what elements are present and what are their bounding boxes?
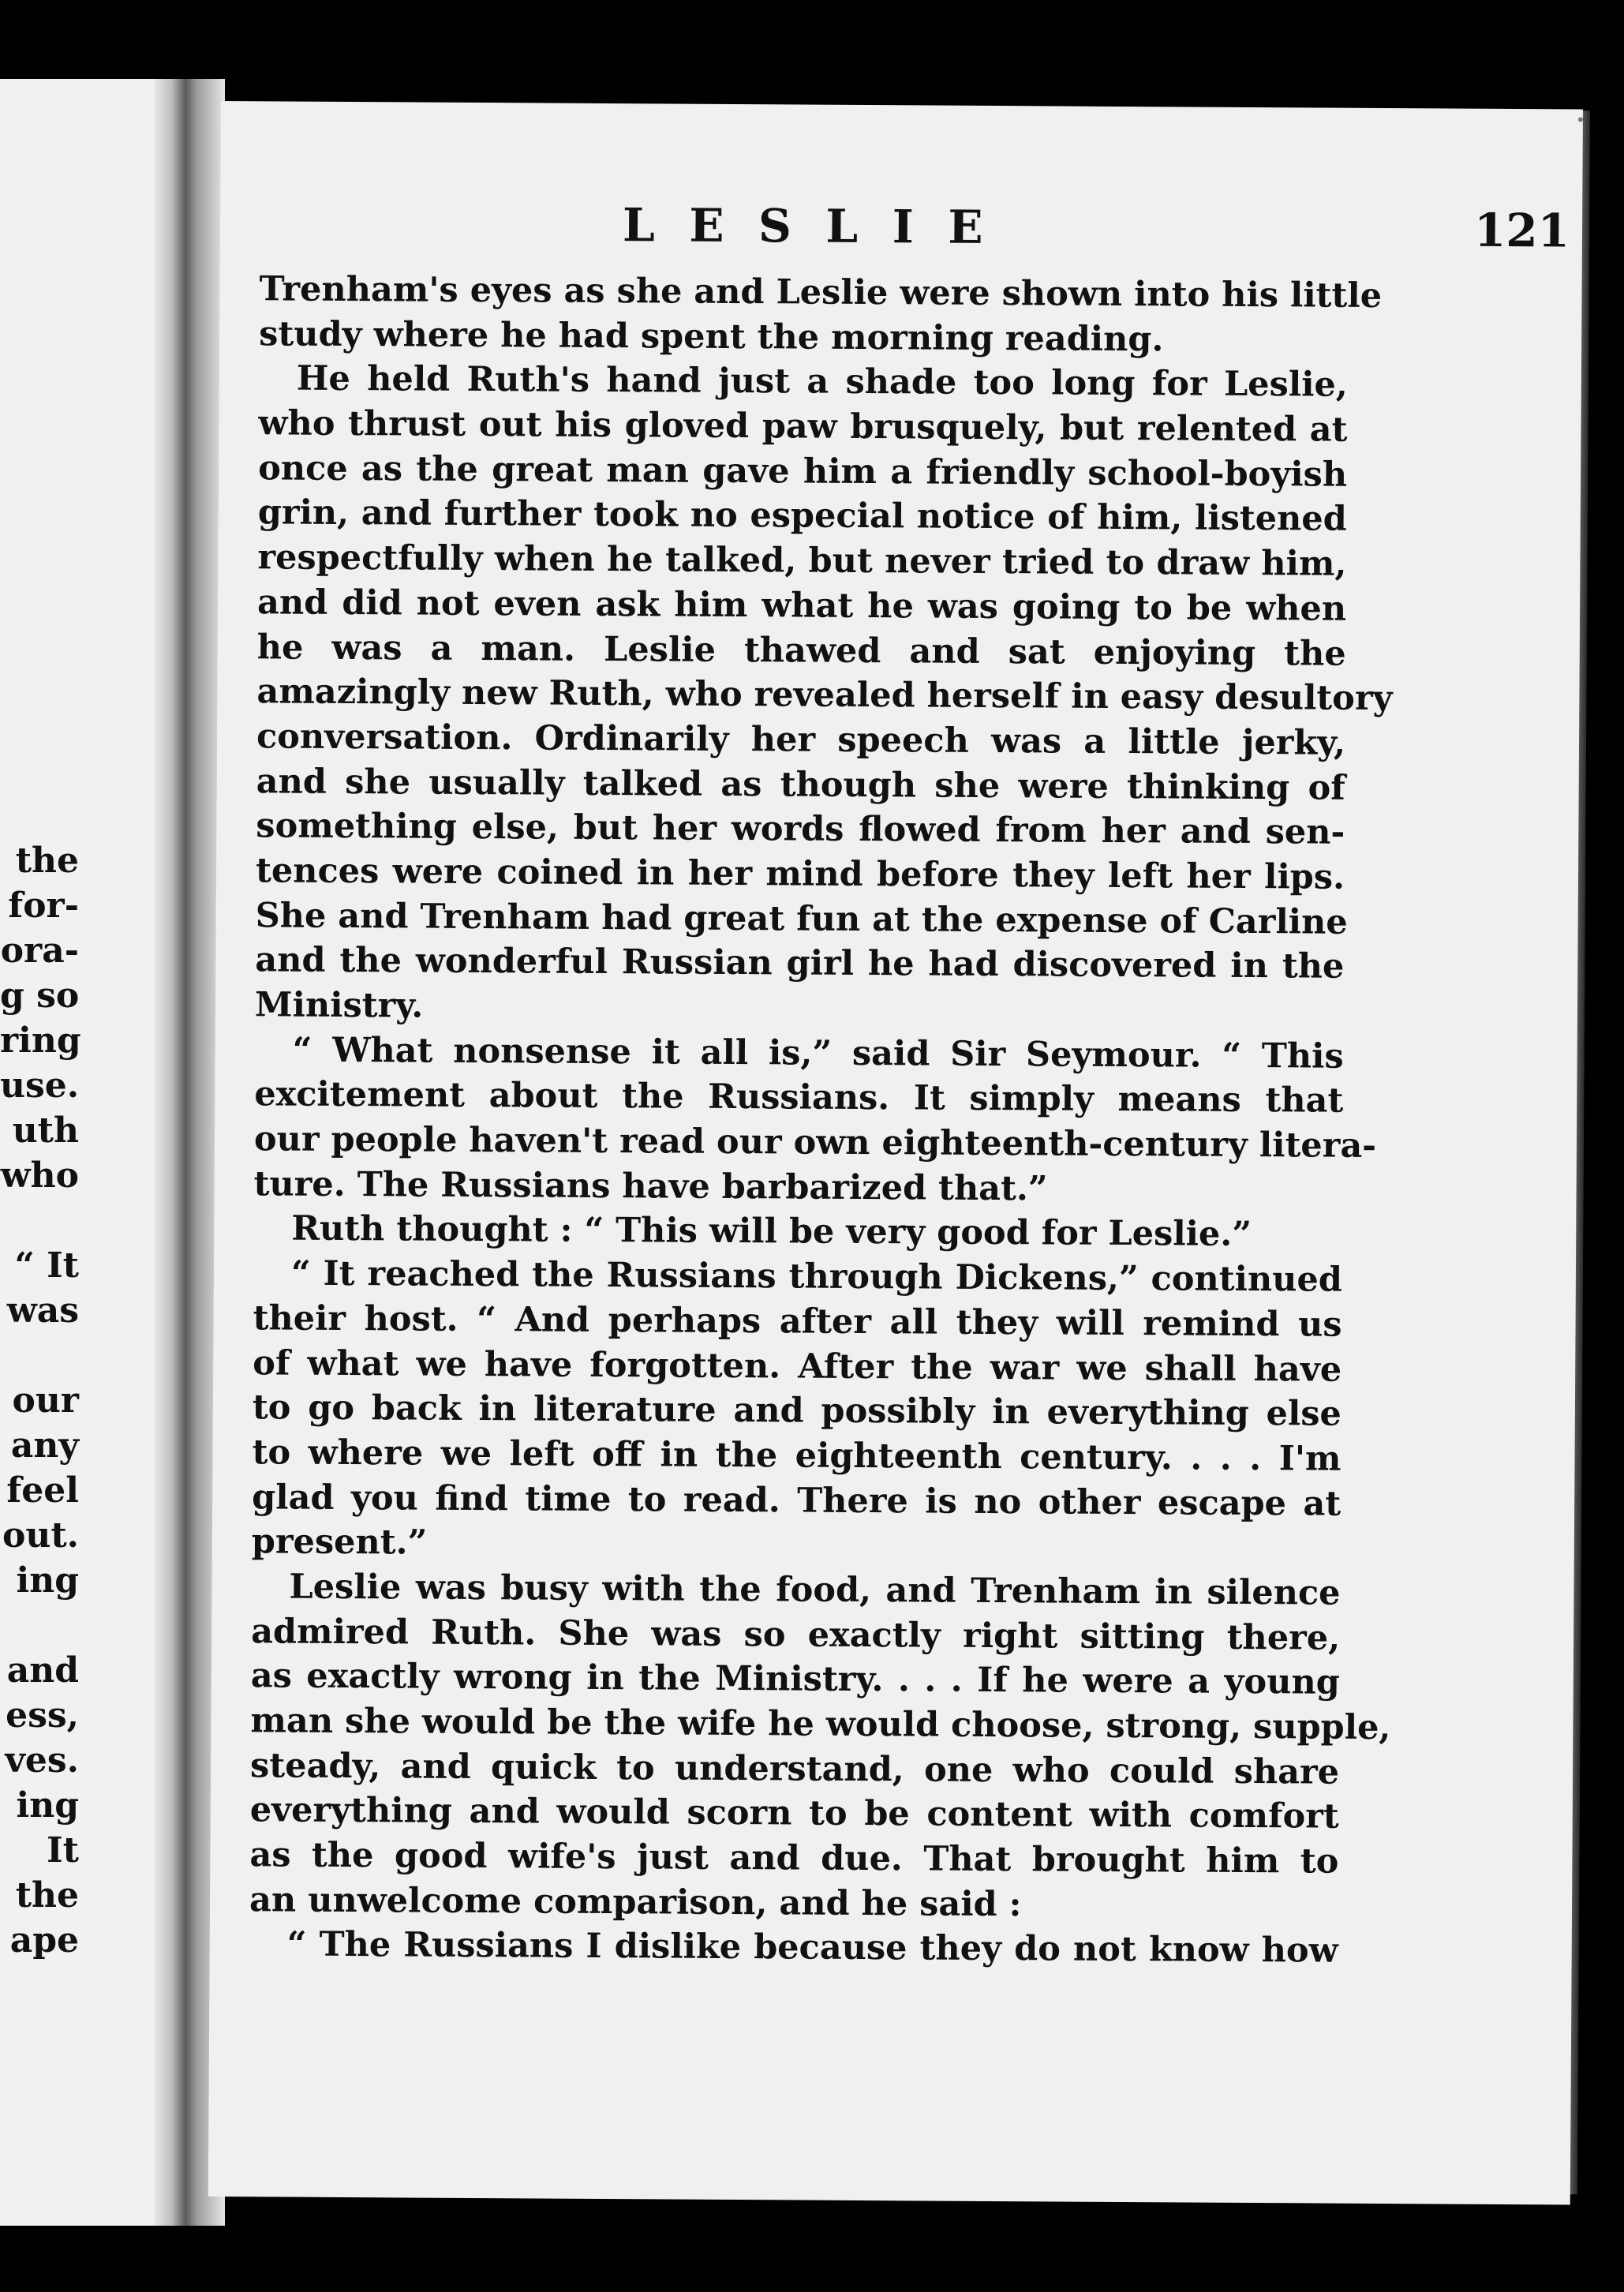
- text-line: once as the great man gave him a friendly school-boyish: [258, 448, 1348, 495]
- facing-page-fragment: g so: [0, 976, 80, 1016]
- facing-page-fragment: It: [47, 1830, 79, 1871]
- text-line: She and Trenham had great fun at the expense of Carline: [255, 895, 1348, 942]
- text-line: admired Ruth. She was so exactly right sitting there,: [251, 1611, 1341, 1658]
- facing-page-fragment: was: [6, 1290, 79, 1331]
- text-line: conversation. Ordinarily her speech was a little jerky,: [256, 717, 1346, 763]
- facing-page-fragment: uth: [12, 1110, 79, 1151]
- text-line: Leslie was busy with the food, and Trenham in silence: [289, 1567, 1341, 1613]
- text-line: Trenham's eyes as she and Leslie were shown into his little: [259, 269, 1383, 316]
- text-line: to where we left off in the eighteenth century. . . . I'm: [252, 1432, 1341, 1479]
- facing-page-fragment: ess,: [6, 1695, 79, 1736]
- text-line: He held Ruth's hand just a shade too long for Leslie,: [296, 358, 1348, 406]
- facing-page-fragment: and: [6, 1650, 79, 1691]
- facing-page-fragment: feel: [6, 1470, 79, 1511]
- text-line: Ministry.: [254, 985, 424, 1026]
- facing-page-fragment: use.: [0, 1065, 80, 1106]
- facing-page-fragment: ing: [16, 1785, 79, 1826]
- text-line: respectfully when he talked, but never tried to draw him,: [257, 537, 1347, 584]
- facing-page-fragment: who: [0, 1155, 79, 1196]
- text-line: man she would be the wife he would choose, strong, supple,: [250, 1701, 1391, 1748]
- text-line: present.”: [251, 1522, 428, 1563]
- text-line: study where he had spent the morning reading.: [259, 313, 1164, 359]
- facing-page-fragment: ape: [9, 1920, 79, 1961]
- facing-page-fragment: [0, 1603, 79, 1648]
- facing-page-fragment: for-: [8, 886, 79, 926]
- text-line: their host. “ And perhaps after all they will remind us: [253, 1298, 1342, 1345]
- text-line: as the good wife's just and due. That brought him to: [249, 1835, 1339, 1882]
- text-line: and did not even ask him what he was going to be when: [256, 582, 1347, 629]
- facing-page-fragment: [0, 1198, 79, 1243]
- text-line: ture. The Russians have barbarized that.”: [253, 1164, 1048, 1209]
- facing-page-fragment: [0, 1333, 79, 1378]
- facing-page-text-fragments: [0, 838, 79, 1963]
- text-line: steady, and quick to understand, one who could share: [249, 1745, 1340, 1792]
- page-body-text: [249, 267, 1393, 1974]
- page-header: [260, 196, 1570, 267]
- facing-page-fragment: the: [15, 841, 79, 881]
- text-line: an unwelcome comparison, and he said :: [249, 1880, 1022, 1924]
- facing-page-fragment: ring: [0, 1021, 81, 1061]
- facing-page-fragment: ora-: [0, 931, 79, 971]
- text-line: our people haven't read our own eighteenth-century litera-: [253, 1119, 1377, 1167]
- text-line: glad you find time to read. There is no other escape at: [252, 1477, 1341, 1524]
- text-line: amazingly new Ruth, who revealed herself in easy desultory: [256, 672, 1393, 719]
- text-line: grin, and further took no especial notice of him, listened: [257, 492, 1347, 540]
- facing-page-fragment: out.: [2, 1515, 79, 1556]
- facing-page-fragment: “ It: [14, 1245, 79, 1286]
- book-page: [208, 101, 1583, 2204]
- text-line: something else, but her words flowed from her and sen-: [256, 806, 1345, 852]
- text-line: “ It reached the Russians through Dickens,” continued: [290, 1253, 1343, 1300]
- text-line: tences were coined in her mind before they left her lips.: [255, 851, 1345, 897]
- text-line: Ruth thought : “ This will be very good for Leslie.”: [291, 1209, 1252, 1255]
- text-line: of what we have forgotten. After the war we shall have: [253, 1343, 1342, 1390]
- text-line: “ The Russians I dislike because they do not know how: [286, 1924, 1338, 1972]
- text-line: everything and would scorn to be content with comfort: [249, 1790, 1339, 1837]
- facing-page-fragment: any: [10, 1425, 79, 1466]
- facing-page-fragment: ves.: [5, 1740, 79, 1781]
- facing-page-fragment: ing: [16, 1560, 79, 1601]
- text-line: to go back in literature and possibly in everything else: [252, 1388, 1342, 1434]
- text-line: and the wonderful Russian girl he had discovered in the: [255, 940, 1345, 987]
- text-line: and she usually talked as though she were thinking of: [256, 761, 1345, 808]
- text-line: he was a man. Leslie thawed and sat enjoying the: [256, 627, 1346, 674]
- text-line: as exactly wrong in the Ministry. . . . If he were a young: [250, 1656, 1340, 1703]
- text-line: “ What nonsense it all is,” said Sir Seymour. “ This: [292, 1030, 1344, 1077]
- facing-page-fragment: our: [12, 1380, 79, 1421]
- facing-page-fragment: the: [15, 1875, 79, 1916]
- running-head: LESLIE: [622, 198, 1018, 255]
- text-line: excitement about the Russians. It simply means that: [254, 1074, 1344, 1122]
- scan-speck: [1578, 118, 1583, 122]
- page-number: 121: [1473, 203, 1570, 258]
- text-line: who thrust out his gloved paw brusquely, but relented at: [258, 403, 1348, 450]
